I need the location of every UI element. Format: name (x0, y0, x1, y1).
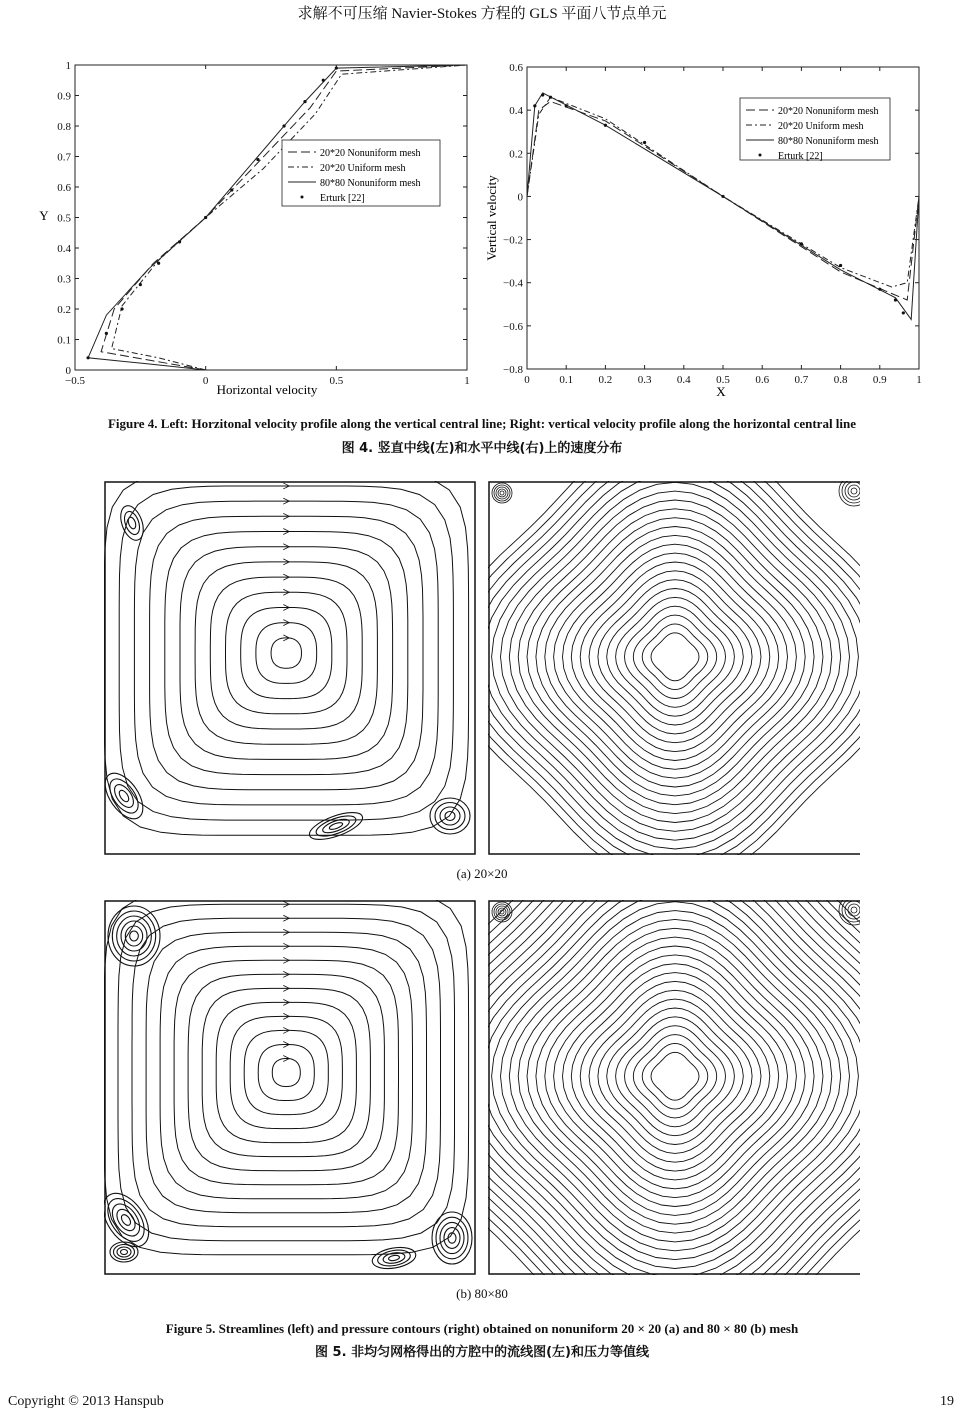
data-point (541, 93, 544, 96)
legend-label: Erturk [22] (778, 151, 823, 162)
y-tick-label: 0.7 (57, 151, 71, 164)
pressure-contour (651, 633, 699, 681)
y-tick-label: 0.2 (57, 304, 71, 316)
page-header: 求解不可压缩 Navier-Stokes 方程的 GLS 平面八节点单元 (297, 6, 667, 22)
plot-frame (489, 482, 861, 854)
pressure-contour (492, 902, 512, 922)
figure-4 (0, 48, 964, 408)
y-tick-label: 0 (517, 191, 523, 204)
data-point (178, 240, 181, 243)
corner-vortex (104, 1192, 152, 1248)
series-line (112, 65, 467, 370)
pressure-contour (571, 553, 778, 760)
pressure-contour (536, 937, 814, 1215)
y-axis-label: Vertical velocity (484, 175, 499, 261)
series-line (101, 65, 467, 370)
x-tick-label: 0.4 (676, 374, 691, 386)
streamline (210, 577, 362, 729)
data-point (86, 356, 89, 359)
pressure-contour (625, 606, 726, 707)
streamlines-20x20 (104, 481, 476, 855)
y-tick-label: 0.5 (57, 212, 71, 225)
pressure-contour (848, 904, 860, 916)
data-point (120, 307, 123, 310)
pressure-contour (589, 571, 761, 743)
x-tick-label: 0.8 (833, 374, 848, 386)
y-tick-label: −0.2 (503, 234, 523, 247)
streamline (271, 638, 301, 668)
pressure-contour (518, 919, 832, 1233)
streamline (256, 623, 317, 684)
pressure-contour (642, 624, 708, 690)
streamline (119, 486, 453, 820)
plot-frame (75, 65, 467, 370)
streamline (160, 946, 412, 1198)
corner-vortex (108, 906, 160, 966)
x-tick-label: 0.1 (559, 374, 574, 386)
corner-vortex (314, 812, 359, 840)
legend-label: 80*80 Nonuniform mesh (320, 178, 421, 189)
corner-vortex (117, 1247, 131, 1257)
pressure-contour (598, 999, 752, 1153)
corner-vortex (371, 1244, 418, 1271)
streamline (202, 988, 370, 1156)
pressure-contour (498, 908, 506, 916)
x-tick-label: 1 (464, 375, 470, 387)
corner-vortex (104, 774, 144, 818)
pressure-contour (633, 615, 716, 698)
x-tick-label: 0 (202, 375, 209, 387)
y-tick-label: −0.8 (503, 364, 523, 376)
pressure-contour (488, 900, 862, 1275)
pressure-contour (545, 946, 805, 1207)
pressure-contour (554, 535, 797, 778)
corner-vortex (388, 1255, 400, 1262)
pressure-contour (488, 900, 862, 1275)
x-axis-label: Horizontal velocity (216, 382, 318, 397)
pressure-contour (488, 481, 862, 855)
pressure-contour (633, 1035, 716, 1118)
streamline (104, 900, 469, 1255)
corner-vortex (127, 516, 137, 530)
pressure-contour (554, 955, 797, 1198)
y-tick-label: 0.6 (509, 62, 523, 74)
pressure-contour (488, 900, 862, 1275)
pressure-contour (851, 907, 857, 913)
corner-vortex (436, 1217, 468, 1259)
corner-vortex (445, 812, 455, 821)
pressure-contour (848, 485, 860, 497)
pressure-contour (607, 589, 744, 726)
corner-vortex (306, 807, 365, 845)
data-point (800, 242, 803, 245)
pressure-contour (492, 900, 859, 1260)
y-axis-label: Y (39, 208, 49, 223)
chart-vertical-velocity (484, 62, 922, 399)
pressure-contours-80x80 (488, 900, 862, 1275)
pressure-contour (488, 900, 862, 1275)
y-tick-label: 0.9 (57, 90, 71, 103)
pressure-contour (598, 580, 752, 734)
corner-vortex (382, 1251, 405, 1265)
figure-4-caption-zh: 图 4. 竖直中线(左)和水平中线(右)上的速度分布 (341, 441, 623, 456)
legend-marker (301, 196, 304, 199)
legend-label: 20*20 Uniform mesh (778, 121, 864, 132)
streamline (195, 562, 377, 744)
x-tick-label: 0.2 (598, 374, 613, 386)
figure-4-caption-en: Figure 4. Left: Horzitonal velocity profile along the vertical central line; Right: vertical velocity profile along the horizontal central line (107, 416, 857, 431)
x-tick-label: 0.6 (755, 374, 770, 386)
data-point (230, 188, 233, 191)
pressure-contour (536, 518, 814, 796)
pressure-contours-20x20 (488, 481, 862, 855)
x-tick-label: 0.3 (637, 374, 652, 386)
pressure-contour (488, 481, 862, 855)
pressure-contour (518, 500, 832, 814)
pressure-contour (488, 900, 862, 1275)
y-tick-label: 0.4 (57, 243, 71, 255)
streamline (118, 904, 455, 1241)
corner-vortex (440, 807, 460, 825)
pressure-contour (500, 491, 504, 495)
streamline (226, 592, 348, 714)
data-point (721, 195, 724, 198)
data-point (256, 158, 259, 161)
data-point (335, 66, 338, 69)
y-tick-label: 0.2 (509, 148, 523, 161)
page-number: 19 (940, 1394, 954, 1409)
data-point (604, 124, 607, 127)
plot-frame (489, 901, 861, 1274)
y-tick-label: 1 (65, 60, 71, 72)
y-tick-label: −0.4 (503, 277, 523, 290)
corner-vortex (116, 503, 147, 544)
pressure-contour (651, 1052, 699, 1100)
legend-label: Erturk [22] (320, 193, 365, 204)
pressure-contour (580, 562, 770, 752)
pressure-contour (571, 973, 778, 1180)
corner-vortex (430, 798, 470, 834)
pressure-contour (580, 981, 770, 1171)
data-point (533, 104, 536, 107)
corner-vortex (104, 767, 150, 826)
data-point (878, 288, 881, 291)
chart-horizontal-velocity (39, 60, 469, 397)
pressure-contour (501, 902, 850, 1251)
pressure-contour (498, 489, 506, 497)
streamline (150, 516, 423, 790)
legend-label: 20*20 Uniform mesh (320, 163, 406, 174)
corner-vortex (113, 1206, 139, 1234)
x-tick-label: 0.7 (794, 374, 809, 386)
corner-vortex (444, 1228, 460, 1249)
x-tick-label: 0.5 (716, 374, 730, 386)
pressure-contour (488, 900, 862, 1275)
streamline (272, 1059, 300, 1087)
figure-5-caption-en: Figure 5. Streamlines (left) and pressure contours (right) obtained on nonuniform 20 × 20 (a) and 80 × 80 (b) mesh (165, 1321, 799, 1336)
streamline (132, 918, 441, 1226)
series-line (88, 65, 467, 370)
data-point (139, 283, 142, 286)
data-point (894, 298, 897, 301)
streamlines-80x80 (104, 900, 476, 1275)
streamline (165, 532, 408, 775)
x-tick-label: 1 (916, 374, 922, 386)
y-tick-label: −0.6 (503, 320, 523, 333)
pressure-contour (492, 481, 859, 840)
subfigure-a-label: (a) 20×20 (456, 866, 508, 881)
pressure-contour (488, 900, 862, 1275)
corner-vortex (432, 1212, 472, 1264)
data-point (204, 216, 207, 219)
streamline (258, 1045, 314, 1101)
y-tick-label: 0 (65, 365, 71, 377)
data-point (902, 311, 905, 314)
legend-label: 20*20 Nonuniform mesh (778, 106, 879, 117)
y-tick-label: 0.4 (509, 105, 523, 118)
pressure-contour (488, 481, 862, 855)
pressure-contour (492, 483, 512, 503)
legend-marker (759, 154, 762, 157)
pressure-contour (488, 481, 862, 855)
data-point (549, 96, 552, 99)
x-tick-label: 0.5 (329, 375, 344, 387)
pressure-contour (501, 482, 850, 831)
y-tick-label: 0.3 (57, 273, 71, 286)
y-tick-label: 0.6 (57, 182, 71, 194)
legend-label: 20*20 Nonuniform mesh (320, 148, 421, 159)
data-point (322, 79, 325, 82)
corner-vortex (130, 931, 139, 941)
data-point (839, 264, 842, 267)
streamline (104, 481, 469, 835)
data-point (157, 262, 160, 265)
pressure-contour (851, 488, 857, 494)
pressure-contour (488, 900, 862, 1275)
pressure-contour (607, 1008, 744, 1145)
data-point (565, 104, 568, 107)
data-point (643, 141, 646, 144)
pressure-contour (545, 527, 805, 788)
data-point (303, 100, 306, 103)
x-tick-label: 0.9 (872, 374, 887, 386)
pressure-contour (589, 990, 761, 1162)
x-axis-label: X (716, 384, 726, 399)
corner-vortex (117, 916, 152, 956)
pressure-contour (642, 1043, 708, 1109)
streamline (174, 960, 398, 1184)
subfigure-b-label: (b) 80×80 (456, 1286, 508, 1301)
corner-vortex (125, 926, 142, 946)
pressure-contour (488, 481, 862, 849)
copyright: Copyright © 2013 Hanspub (8, 1394, 164, 1409)
streamline (216, 1002, 356, 1142)
pressure-contour (488, 900, 862, 1275)
x-tick-label: 0 (524, 374, 530, 386)
figure-5-caption-zh: 图 5. 非均匀网格得出的方腔中的流线图(左)和压力等值线 (315, 1345, 649, 1360)
pressure-contour (488, 900, 862, 1275)
data-point (282, 124, 285, 127)
corner-vortex (121, 1250, 128, 1255)
y-tick-label: 0.1 (57, 334, 71, 347)
data-point (105, 332, 108, 335)
x-tick-label: −0.5 (65, 375, 85, 387)
pressure-contour (625, 1026, 726, 1127)
legend-label: 80*80 Nonuniform mesh (778, 136, 879, 147)
streamline (230, 1016, 342, 1128)
y-tick-label: 0.8 (57, 121, 71, 133)
